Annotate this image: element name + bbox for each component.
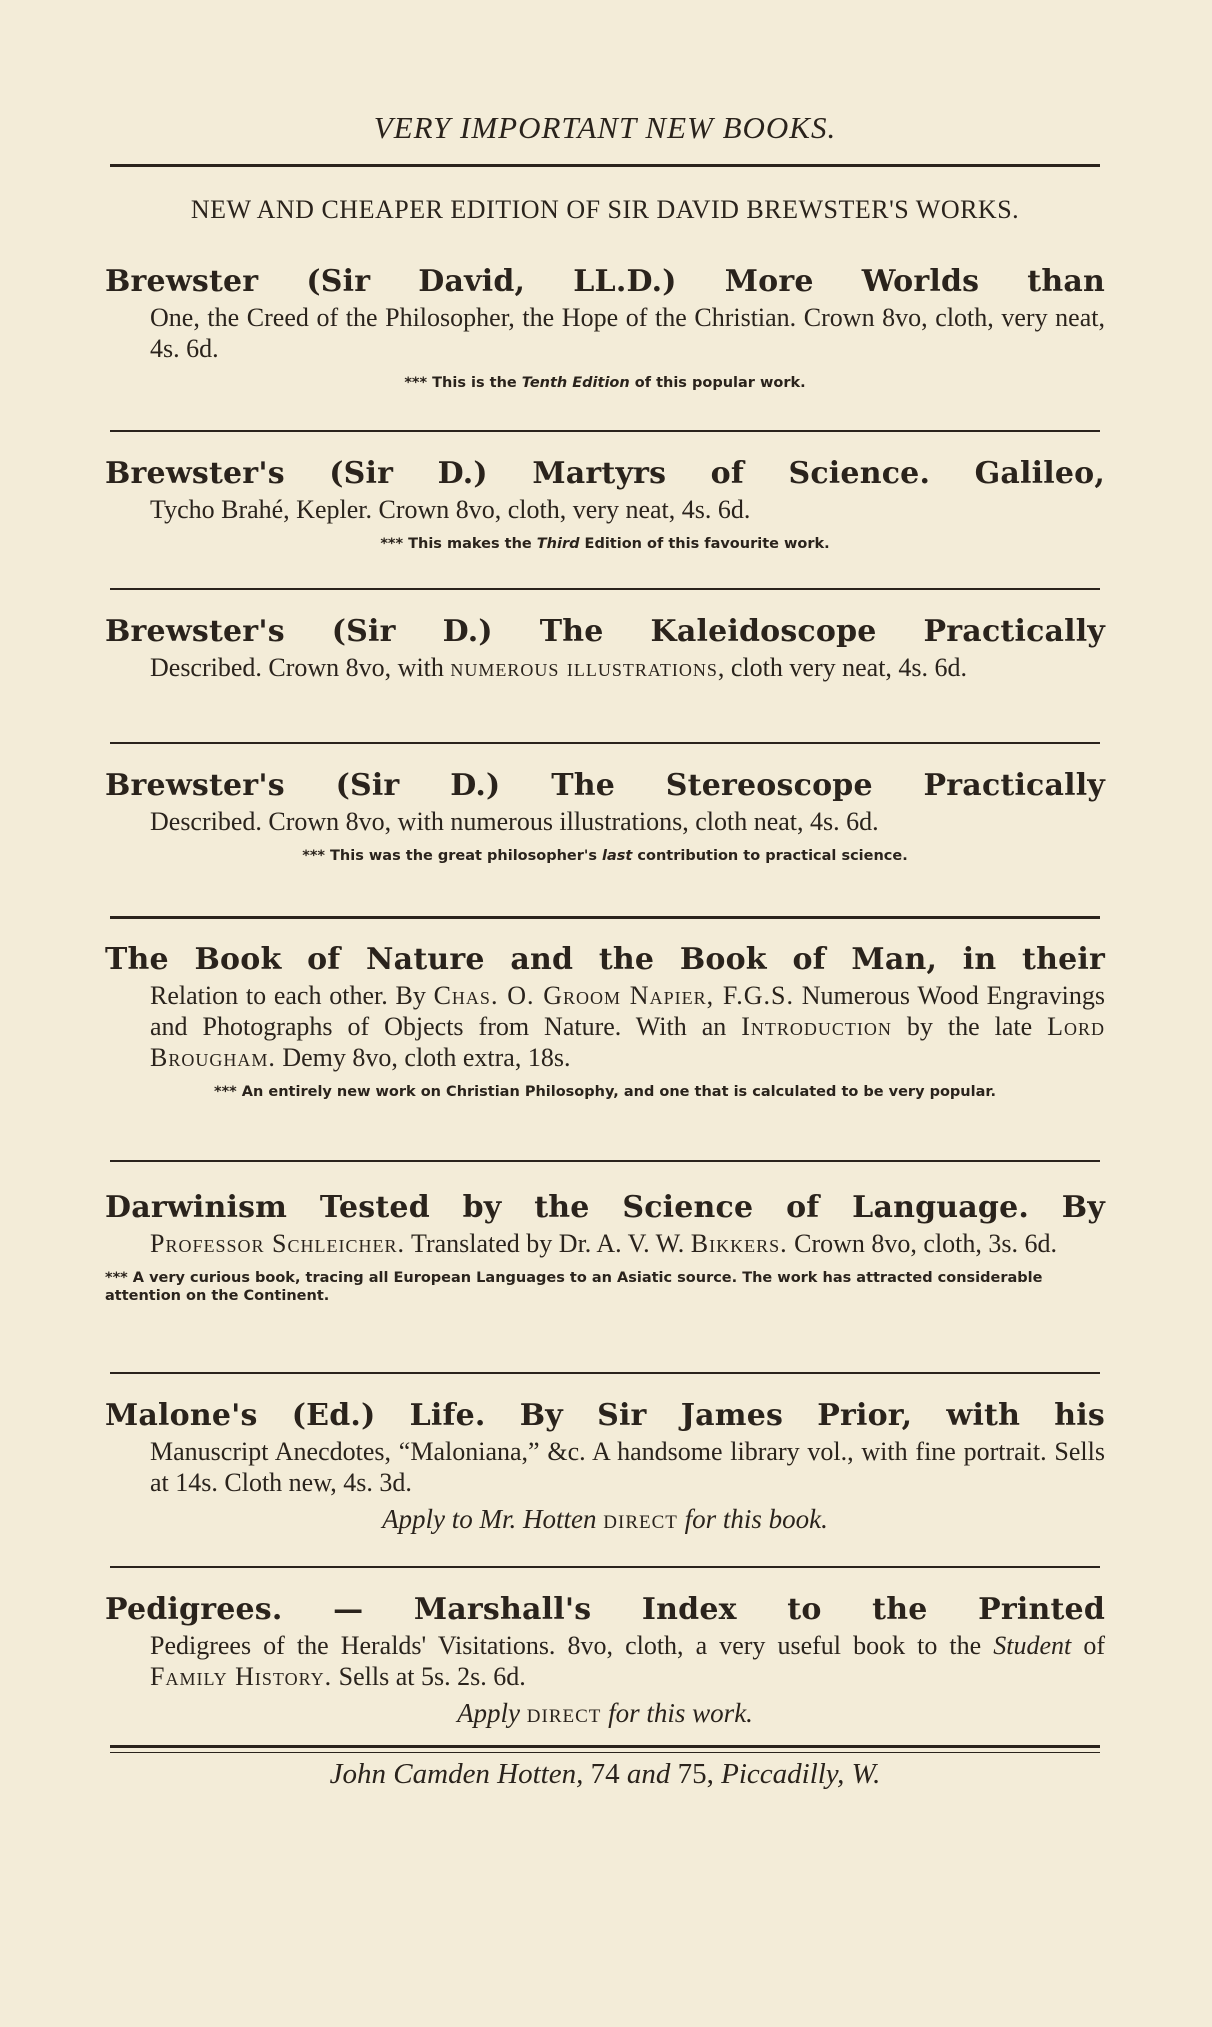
edition-note: NEW AND CHEAPER EDITION OF SIR DAVID BREWSTER'S WORKS. [190,195,1020,224]
apply-line [105,1504,1105,1535]
publisher-name: John Camden Hotten, [329,1758,584,1790]
entry-body: Described. Crown 8vo, with numerous illustrations, cloth neat, 4s. 6d. [150,807,879,836]
body-text: by the late [891,1012,1048,1041]
address-place: Piccadilly, W. [721,1758,881,1790]
entry-note [105,847,1105,865]
publisher-footer [105,1758,1105,1791]
apply-line [105,1698,1105,1729]
body-text: Crown 8vo, cloth, 3s. 6d. [787,1229,1058,1258]
entry-note [105,374,1105,392]
entry-body [150,1228,1105,1259]
body-text: Translated by Dr. A. V. W. [404,1229,691,1258]
divider-rule [110,1160,1100,1162]
footer-rule [110,1745,1100,1753]
body-text: Pedigrees of the Heralds' Visitations. 8vo, cloth, a very useful book to the [150,1631,994,1660]
body-text: Sells at 5s. 2s. 6d. [332,1662,526,1691]
note-suffix: of this popular work. [629,375,806,391]
author-name: Chas. O. Groom Napier, F.G.S. [433,981,794,1010]
entry-title: The Book of Nature and the Book of Man, in their [105,942,1105,977]
entry-title: Brewster's (Sir D.) The Stereoscope Practically [105,768,1105,803]
body-text: of [1071,1631,1105,1660]
address-number: 74 [590,1758,620,1790]
entry-malone-life [105,1396,1105,1535]
note-prefix: *** This makes the [380,536,537,552]
page-header: VERY IMPORTANT NEW BOOKS. [373,110,837,145]
entry-body: Manuscript Anecdotes, “Maloniana,” &c. A handsome library vol., with fine portrait. Sells at 14s. Cloth new, 4s. 3d. [150,1437,1105,1497]
divider-rule [110,1372,1100,1374]
note-italic: Tenth Edition [521,375,630,391]
entry-darwinism [105,1188,1105,1305]
note-italic: last [602,848,633,864]
body-text: Described. Crown 8vo, with [150,653,451,682]
entry-body [150,1630,1105,1692]
divider-rule [110,742,1100,744]
entry-note: *** An entirely new work on Christian Philosophy, and one that is calculated to be very popular. [214,1084,996,1100]
family-history: Family History. [150,1662,333,1691]
entry-title: Brewster's (Sir D.) Martyrs of Science. Galileo, [105,456,1105,491]
body-small-caps: numerous illustrations [450,653,718,682]
entry-body: One, the Creed of the Philosopher, the Hope of the Christian. Crown 8vo, cloth, very neat, 4s. 6d. [150,303,1105,363]
professor-name: Professor Schleicher. [150,1229,405,1258]
entry-title: Malone's (Ed.) Life. By Sir James Prior, with his [105,1398,1105,1433]
lord-brougham: Lord Brougham. [150,1012,1105,1072]
entry-note: *** A very curious book, tracing all European Languages to an Asiatic source. The work has attracted considerable attention on the Continent. [105,1270,1043,1304]
body-text: Demy 8vo, cloth extra, 18s. [275,1043,571,1072]
note-suffix: Edition of this favourite work. [579,536,830,552]
divider-rule [110,1566,1100,1568]
entry-title: Pedigrees. — Marshall's Index to the Printed [105,1592,1105,1627]
apply-text: Apply to Mr. Hotten [382,1504,597,1534]
note-prefix: *** This is the [404,375,522,391]
divider-rule [110,588,1100,590]
entry-body: Tycho Brahé, Kepler. Crown 8vo, cloth, very neat, 4s. 6d. [150,495,751,524]
body-text: Numerous Wood Engravings and Photographs of Objects from Nature. With an [150,981,1105,1041]
divider-rule [110,430,1100,432]
apply-text: for this work. [608,1698,753,1728]
note-prefix: *** This was the great philosopher's [302,848,603,864]
note-italic: Third [536,536,580,552]
body-text: , cloth very neat, 4s. 6d. [717,653,968,682]
apply-text: Apply [457,1698,521,1728]
student-word: Student [993,1631,1072,1660]
entry-title: Brewster's (Sir D.) The Kaleidoscope Practically [105,614,1105,649]
divider-rule [110,916,1100,919]
entry-more-worlds [105,262,1105,392]
entry-title: Brewster (Sir David, LL.D.) More Worlds than [105,264,1105,299]
apply-direct: direct [526,1698,602,1728]
entry-martyrs-of-science [105,454,1105,553]
entry-pedigrees [105,1590,1105,1729]
body-text: Relation to each other. By [150,981,434,1010]
address-number: 75, [677,1758,714,1790]
entry-kaleidoscope [105,612,1105,683]
apply-direct: direct [603,1504,678,1534]
note-suffix: contribution to practical science. [632,848,908,864]
entry-title: Darwinism Tested by the Science of Language. By [105,1190,1105,1225]
entry-body [150,980,1105,1073]
address-and: and [626,1758,671,1790]
entry-book-of-nature [105,940,1105,1101]
entry-note [105,535,1105,553]
translator-name: Bikkers. [690,1229,788,1258]
apply-text: for this book. [684,1504,828,1534]
entry-body [150,652,1105,683]
entry-stereoscope [105,766,1105,865]
header-rule [110,164,1100,167]
introduction-word: Introduction [741,1012,892,1041]
